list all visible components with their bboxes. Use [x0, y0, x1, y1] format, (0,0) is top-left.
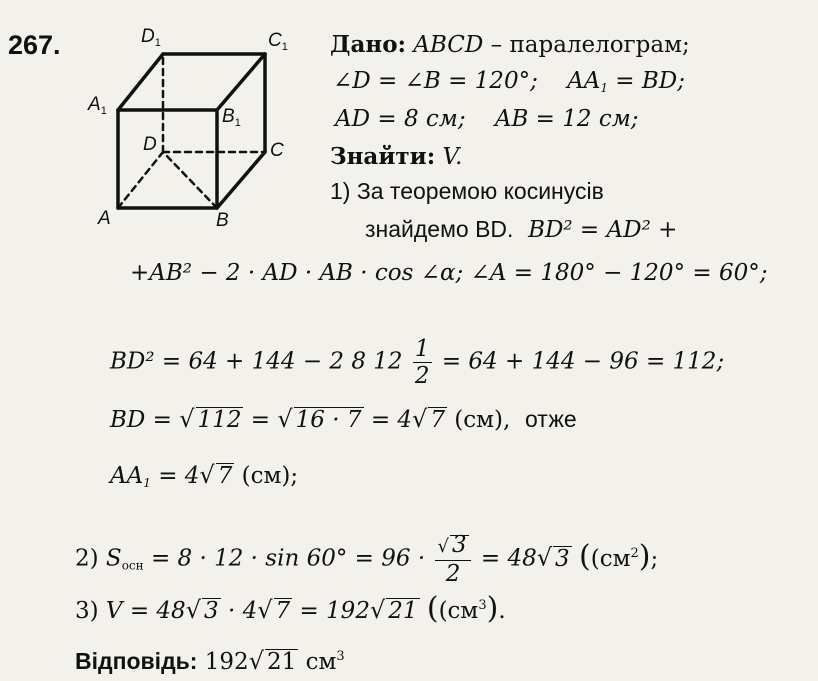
- vertex-label-d1: $D_1$: [141, 26, 161, 49]
- step1-bd: BD = √ 112 = √ 16 · 7 = 4√ 7 (см), отже: [110, 405, 577, 433]
- vertex-label-d: D: [143, 134, 157, 155]
- edge-a-d: [118, 152, 163, 208]
- given-ab: AB = 12 см;: [494, 106, 639, 132]
- given-aa1: $AA_1$ = BD;: [567, 68, 685, 95]
- given-ad: AD = 8 см;: [335, 106, 466, 132]
- given-line-3: [335, 104, 639, 134]
- given-dash: –: [490, 32, 503, 58]
- edge-b1-c1: [217, 54, 265, 110]
- given-angle: ∠D = ∠B = 120°;: [333, 68, 538, 94]
- fraction-one-half: $\frac{1}{2}$: [414, 336, 430, 389]
- find-value: V.: [442, 144, 463, 170]
- vertex-label-b: B: [216, 210, 229, 231]
- diagonal-b-d: [163, 152, 217, 208]
- find-line: [330, 142, 462, 172]
- given-text: паралелограм;: [509, 32, 690, 58]
- find-label: Знайти:: [330, 143, 436, 170]
- answer-value: 192√ 21 $см^3$: [204, 647, 345, 675]
- vertex-label-a1: $A_1$: [88, 94, 107, 117]
- step1-line-1: 1) За теоремою косинусів: [330, 178, 604, 204]
- given-figure: ABCD: [413, 32, 484, 58]
- step1-calc: BD² = 64 + 144 − 2 8 12 $\frac{1}{2}$ = 64 + 144 − 96 = 112;: [110, 336, 725, 389]
- step1-line-2: знайдемо BD. BD² = AD² +: [365, 216, 678, 243]
- parallelepiped-figure: [85, 22, 325, 242]
- answer-line: [75, 646, 345, 677]
- step1-aa1: $AA_1 = 4√$ 7 (см);: [110, 461, 299, 490]
- given-label: Дано:: [330, 31, 407, 58]
- given-line-2: [333, 66, 685, 96]
- step3-line: 3) V = 48√ 3 · 4√ 7 = 192√ 21 ($(см^3)$.: [75, 591, 506, 626]
- step1-line-3: +AB² − 2 · AD · AB · cos ∠α; ∠A = 180° − 120° = 60°;: [130, 260, 768, 286]
- answer-label: Відповідь:: [75, 648, 198, 674]
- vertex-label-a: A: [98, 208, 111, 229]
- problem-number: 267.: [8, 30, 61, 60]
- vertex-label-c: C: [270, 140, 284, 161]
- edge-a1-d1: [118, 54, 163, 110]
- vertex-label-c1: $C_1$: [268, 30, 288, 53]
- given-line-1: [330, 30, 690, 60]
- vertex-label-b1: $B_1$: [222, 106, 241, 129]
- edge-b-c: [217, 152, 265, 208]
- fraction-sqrt3-over-2: $\frac{√ 3}{2}$: [435, 532, 470, 587]
- step2-line: 2) $S_{осн} = 8 \cdot 12 \cdot \sin 60^\circ = 96$ · $\frac{√ 3}{2}$ = 48√ 3 ($(см^2)$;: [75, 532, 659, 587]
